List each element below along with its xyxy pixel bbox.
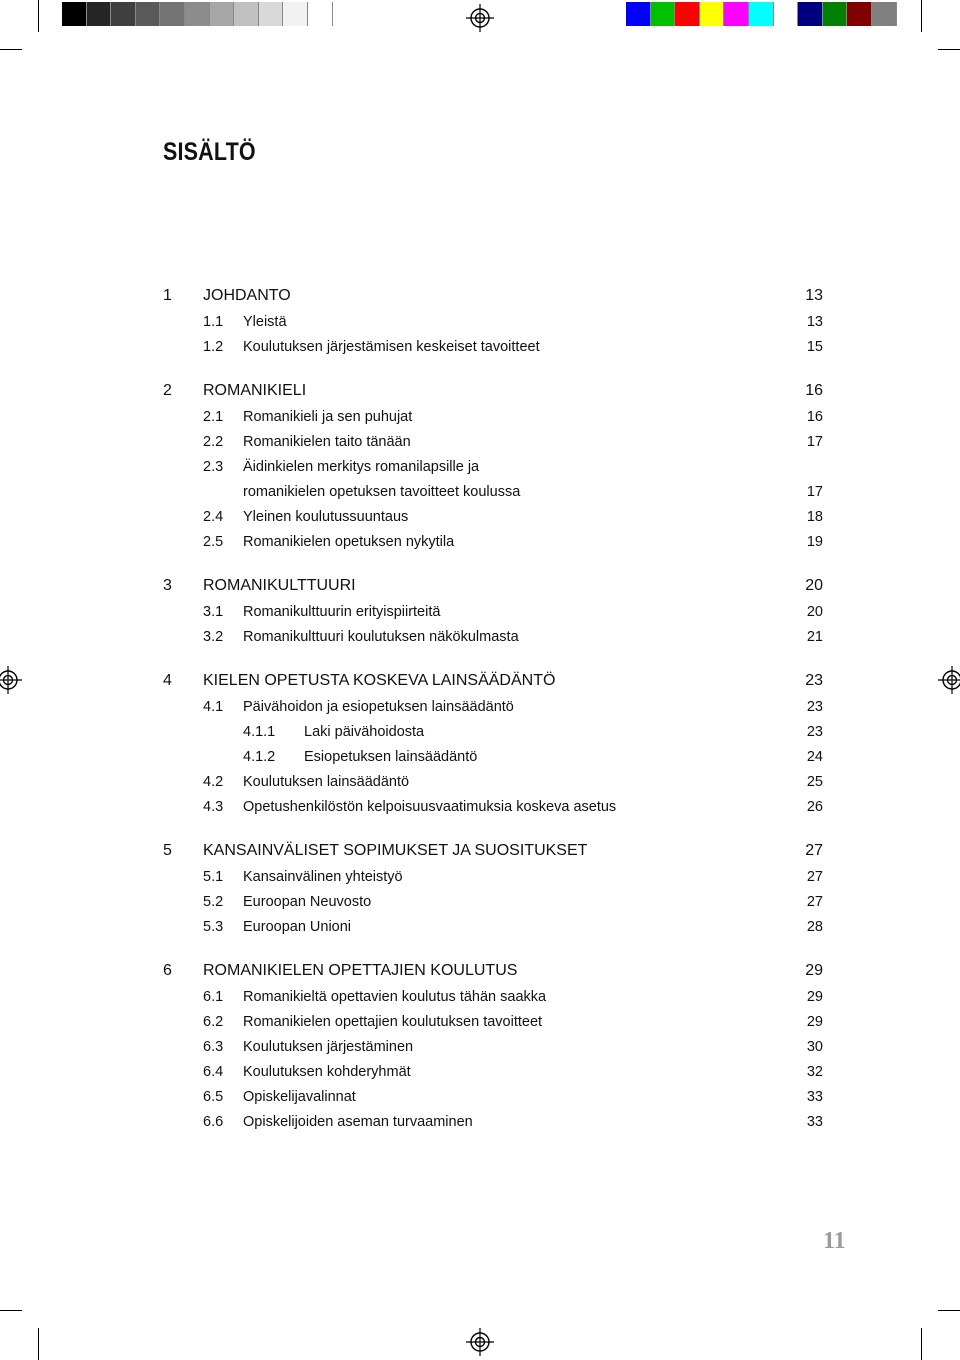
- toc-page: 16: [806, 409, 823, 425]
- toc-page: 27: [806, 869, 823, 885]
- toc-title: Opiskelijoiden aseman turvaaminen: [243, 1114, 473, 1130]
- toc-number: 6: [163, 962, 172, 979]
- toc-page: 23: [806, 724, 823, 740]
- toc-section[interactable]: [163, 1114, 823, 1139]
- color-swatch: [136, 2, 161, 26]
- toc-title: Koulutuksen lainsäädäntö: [243, 774, 410, 790]
- toc-section[interactable]: [163, 629, 823, 654]
- grayscale-calibration-bar: [62, 2, 333, 26]
- toc-section[interactable]: [163, 459, 823, 484]
- crop-mark: [0, 49, 22, 50]
- toc-title: ROMANIKIELEN OPETTAJIEN KOULUTUS: [203, 962, 518, 979]
- toc-page: 18: [806, 509, 823, 525]
- color-swatch: [87, 2, 112, 26]
- toc-number: 4.2: [203, 774, 224, 790]
- toc-chapter[interactable]: [163, 962, 823, 989]
- crop-mark: [38, 1328, 39, 1360]
- toc-title: KANSAINVÄLISET SOPIMUKSET JA SUOSITUKSET: [203, 842, 588, 859]
- toc-page: 15: [806, 339, 823, 355]
- toc-section[interactable]: [163, 314, 823, 339]
- toc-number: 2: [163, 382, 172, 399]
- toc-title: Äidinkielen merkitys romanilapsille ja: [243, 459, 480, 475]
- color-swatch: [111, 2, 136, 26]
- toc-title: Yleistä: [243, 314, 287, 330]
- color-swatch: [308, 2, 333, 26]
- toc-page: 20: [806, 604, 823, 620]
- toc-section[interactable]: [163, 1064, 823, 1089]
- toc-section[interactable]: [163, 339, 823, 364]
- toc-number: 1.1: [203, 314, 224, 330]
- color-swatch: [872, 2, 897, 26]
- toc-section[interactable]: [163, 484, 823, 509]
- toc-title: Romanikielen taito tänään: [243, 434, 411, 450]
- toc-title: ROMANIKIELI: [203, 382, 307, 399]
- toc-title: JOHDANTO: [203, 287, 291, 304]
- toc-title: Euroopan Unioni: [243, 919, 352, 935]
- toc-title: Romanikulttuurin erityispiirteitä: [243, 604, 441, 620]
- toc-section[interactable]: [163, 509, 823, 534]
- toc-number: 4.1: [203, 699, 224, 715]
- toc-page: 27: [806, 894, 823, 910]
- toc-section[interactable]: [163, 1039, 823, 1064]
- toc-number: 5.1: [203, 869, 224, 885]
- color-swatch: [626, 2, 651, 26]
- color-swatch: [160, 2, 185, 26]
- toc-section[interactable]: [163, 534, 823, 559]
- color-swatch: [651, 2, 676, 26]
- toc-number: 6.5: [203, 1089, 224, 1105]
- toc-section[interactable]: [163, 1014, 823, 1039]
- toc-number: 1.2: [203, 339, 224, 355]
- color-swatch: [798, 2, 823, 26]
- color-swatch: [259, 2, 284, 26]
- color-swatch: [749, 2, 774, 26]
- toc-section[interactable]: [163, 434, 823, 459]
- crop-mark: [921, 0, 922, 32]
- toc-page: 13: [805, 287, 823, 304]
- toc-title: romanikielen opetuksen tavoitteet koulussa: [243, 484, 521, 500]
- toc-chapter[interactable]: [163, 672, 823, 699]
- crop-mark: [938, 49, 960, 50]
- crop-mark: [938, 1310, 960, 1311]
- registration-mark-icon: [466, 4, 494, 32]
- toc-number: 4.1.1: [243, 724, 276, 740]
- toc-title: Päivähoidon ja esiopetuksen lainsäädäntö: [243, 699, 514, 715]
- toc-section[interactable]: [163, 869, 823, 894]
- toc-section[interactable]: [163, 724, 823, 749]
- crop-mark: [38, 0, 39, 32]
- toc-title: Euroopan Neuvosto: [243, 894, 372, 910]
- crop-mark: [921, 1328, 922, 1360]
- toc-number: 2.5: [203, 534, 224, 550]
- toc-title: Romanikielen opetuksen nykytila: [243, 534, 455, 550]
- toc-number: 6.6: [203, 1114, 224, 1130]
- toc-number: 5.3: [203, 919, 224, 935]
- crop-mark: [0, 1310, 22, 1311]
- toc-number: 2.4: [203, 509, 224, 525]
- toc-number: 4.1.2: [243, 749, 276, 765]
- toc-chapter[interactable]: [163, 287, 823, 314]
- toc-chapter[interactable]: [163, 842, 823, 869]
- toc-title: Opetushenkilöstön kelpoisuusvaatimuksia koskeva asetus: [243, 799, 617, 815]
- toc-page: 23: [805, 672, 823, 689]
- toc-number: 6.1: [203, 989, 224, 1005]
- color-calibration-bar: [626, 2, 897, 26]
- toc-number: 5.2: [203, 894, 224, 910]
- toc-page: 29: [806, 989, 823, 1005]
- toc-page: 33: [806, 1114, 823, 1130]
- toc-number: 3: [163, 577, 172, 594]
- toc-page: 17: [806, 484, 823, 500]
- toc-section[interactable]: [163, 604, 823, 629]
- toc-chapter[interactable]: [163, 577, 823, 604]
- toc-number: 6.4: [203, 1064, 224, 1080]
- toc-title: Opiskelijavalinnat: [243, 1089, 356, 1105]
- toc-title: Kansainvälinen yhteistyö: [243, 869, 403, 885]
- toc-number: 2.1: [203, 409, 224, 425]
- toc-number: 1: [163, 287, 172, 304]
- toc-section[interactable]: [163, 699, 823, 724]
- toc-page: 29: [806, 1014, 823, 1030]
- color-swatch: [675, 2, 700, 26]
- toc-title: Koulutuksen kohderyhmät: [243, 1064, 411, 1080]
- toc-page: 32: [806, 1064, 823, 1080]
- toc-number: 4: [163, 672, 172, 689]
- color-swatch: [185, 2, 210, 26]
- toc-number: 4.3: [203, 799, 224, 815]
- toc-title: KIELEN OPETUSTA KOSKEVA LAINSÄÄDÄNTÖ: [203, 672, 556, 689]
- toc-title: ROMANIKULTTUURI: [203, 577, 356, 594]
- registration-mark-icon: [466, 1328, 494, 1356]
- color-swatch: [210, 2, 235, 26]
- registration-mark-icon: [0, 666, 22, 694]
- toc-number: 3.1: [203, 604, 224, 620]
- toc-title: Yleinen koulutussuuntaus: [243, 509, 409, 525]
- toc-section[interactable]: [163, 749, 823, 774]
- table-of-contents: [163, 287, 823, 1139]
- toc-page: 19: [806, 534, 823, 550]
- page-number: 11: [823, 1228, 846, 1254]
- toc-section[interactable]: [163, 919, 823, 944]
- toc-section[interactable]: [163, 894, 823, 919]
- toc-page: 27: [805, 842, 823, 859]
- toc-title: Romanikieltä opettavien koulutus tähän saakka: [243, 989, 547, 1005]
- toc-title: Romanikulttuuri koulutuksen näkökulmasta: [243, 629, 519, 645]
- toc-section[interactable]: [163, 1089, 823, 1114]
- toc-page: 25: [806, 774, 823, 790]
- toc-page: 33: [806, 1089, 823, 1105]
- toc-page: 21: [806, 629, 823, 645]
- toc-section[interactable]: [163, 799, 823, 824]
- registration-mark-icon: [938, 666, 960, 694]
- toc-page: 29: [805, 962, 823, 979]
- toc-page: 23: [806, 699, 823, 715]
- toc-title: Esiopetuksen lainsäädäntö: [304, 749, 478, 765]
- color-swatch: [724, 2, 749, 26]
- color-swatch: [847, 2, 872, 26]
- toc-page: 30: [806, 1039, 823, 1055]
- toc-page: 20: [805, 577, 823, 594]
- toc-number: 2.2: [203, 434, 224, 450]
- toc-section[interactable]: [163, 409, 823, 434]
- page-title: SISÄLTÖ: [163, 138, 256, 166]
- color-swatch: [283, 2, 308, 26]
- toc-title: Romanikielen opettajien koulutuksen tavoitteet: [243, 1014, 543, 1030]
- color-swatch: [62, 2, 87, 26]
- toc-number: 6.2: [203, 1014, 224, 1030]
- toc-number: 5: [163, 842, 172, 859]
- toc-page: 17: [806, 434, 823, 450]
- toc-page: 13: [806, 314, 823, 330]
- color-swatch: [774, 2, 799, 26]
- toc-number: 6.3: [203, 1039, 224, 1055]
- toc-number: 2.3: [203, 459, 224, 475]
- toc-page: 24: [806, 749, 823, 765]
- toc-page: 16: [805, 382, 823, 399]
- color-swatch: [700, 2, 725, 26]
- color-swatch: [234, 2, 259, 26]
- toc-title: Koulutuksen järjestämisen keskeiset tavoitteet: [243, 339, 540, 355]
- toc-chapter[interactable]: [163, 382, 823, 409]
- toc-page: 26: [806, 799, 823, 815]
- toc-section[interactable]: [163, 774, 823, 799]
- toc-title: Romanikieli ja sen puhujat: [243, 409, 413, 425]
- toc-title: Koulutuksen järjestäminen: [243, 1039, 414, 1055]
- toc-number: 3.2: [203, 629, 224, 645]
- toc-section[interactable]: [163, 989, 823, 1014]
- toc-page: 28: [806, 919, 823, 935]
- color-swatch: [823, 2, 848, 26]
- toc-title: Laki päivähoidosta: [304, 724, 425, 740]
